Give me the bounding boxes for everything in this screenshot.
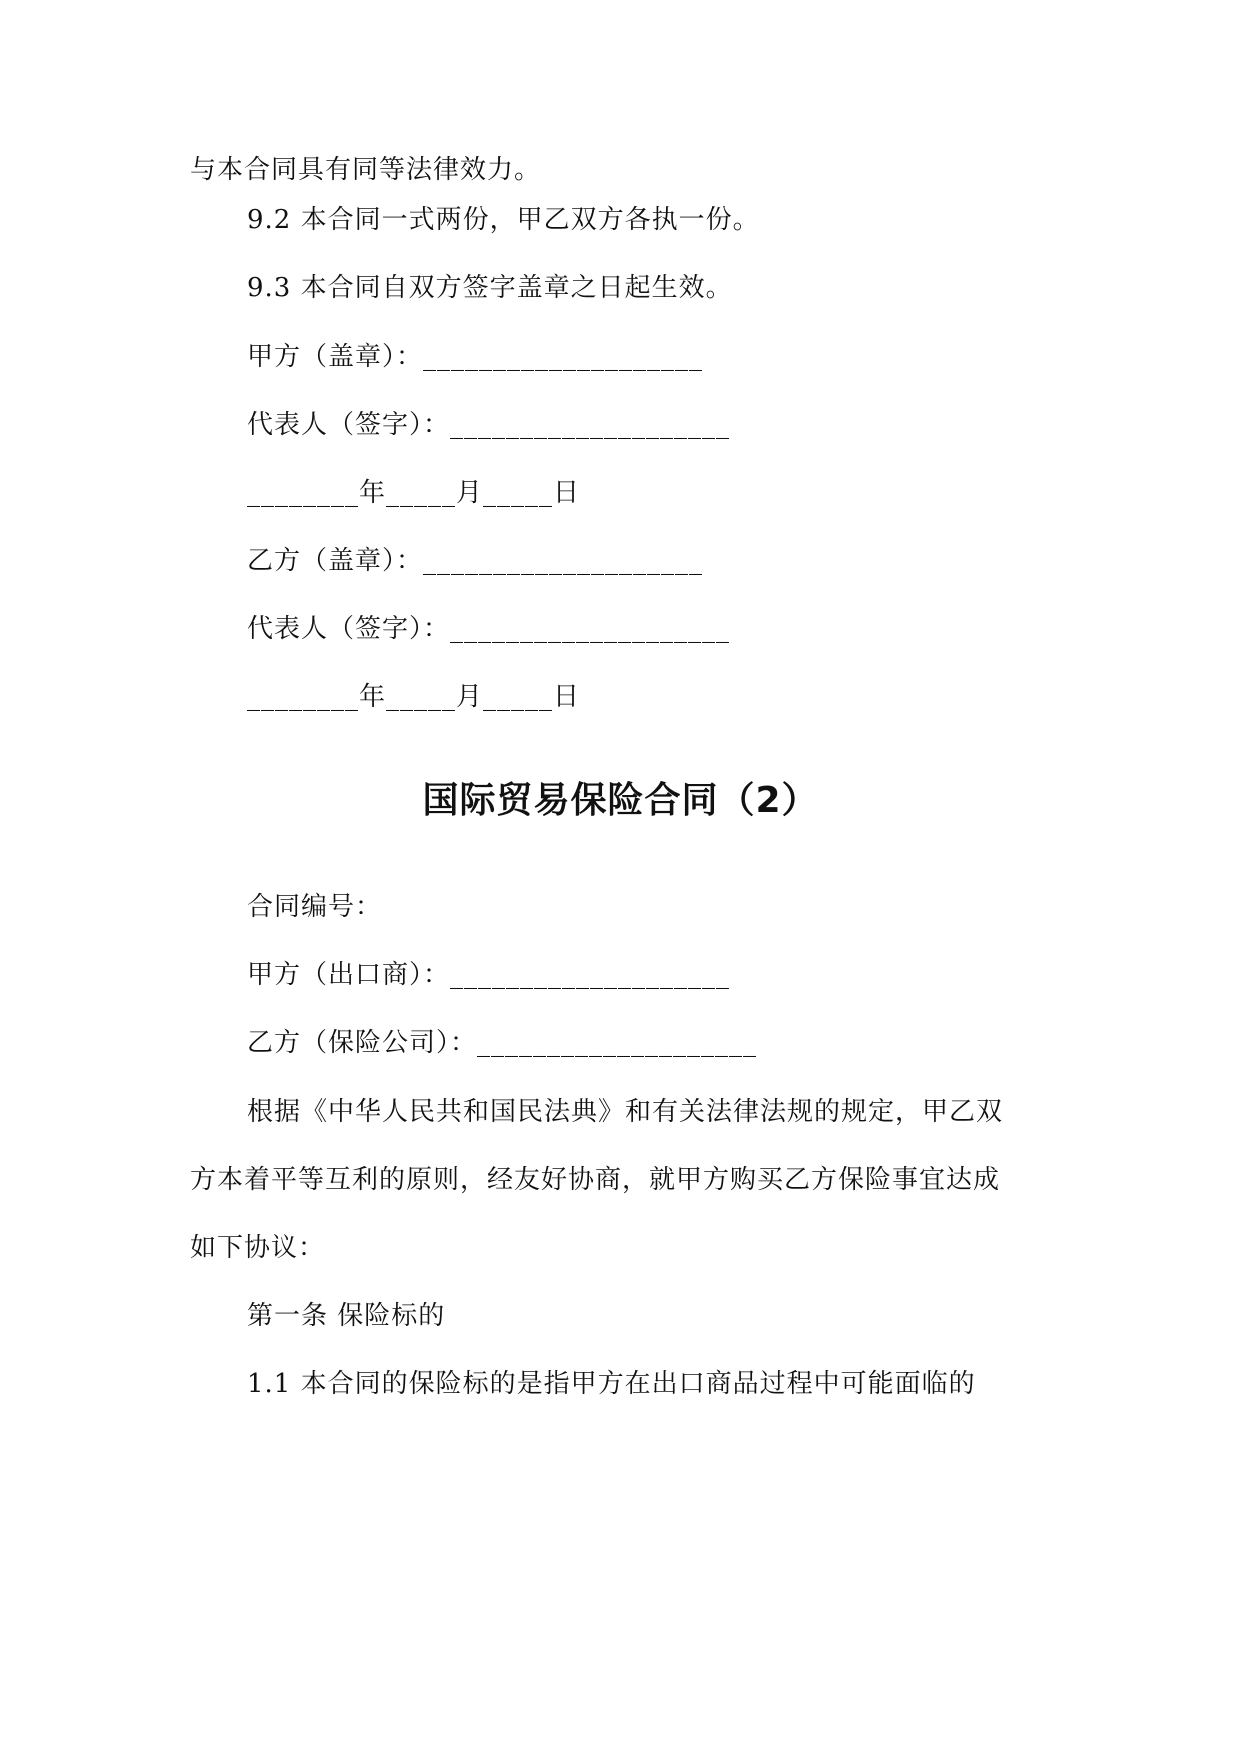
preamble-line-2: 方本着平等互利的原则，经友好协商，就甲方购买乙方保险事宜达成: [190, 1165, 1001, 1195]
text-line-effect-clause-tail: 与本合同具有同等法律效力。: [190, 155, 542, 185]
party-a-seal-line: 甲方（盖章）：____________________: [247, 342, 704, 372]
party-b-date-line: ________年_____月_____日: [247, 682, 581, 712]
clause-9-2: 9.2 本合同一式两份，甲乙双方各执一份。: [247, 205, 760, 235]
party-b-insurer-line: 乙方（保险公司）：____________________: [247, 1028, 758, 1058]
party-a-date-line: ________年_____月_____日: [247, 478, 581, 508]
party-b-seal-line: 乙方（盖章）：____________________: [247, 546, 704, 576]
preamble-line-1: 根据《中华人民共和国民法典》和有关法律法规的规定，甲乙双: [247, 1097, 1004, 1127]
party-b-representative-line: 代表人（签字）：____________________: [247, 614, 731, 644]
preamble-line-3: 如下协议：: [190, 1233, 326, 1263]
article-1-heading: 第一条 保险标的: [247, 1301, 446, 1331]
party-a-representative-line: 代表人（签字）：____________________: [247, 410, 731, 440]
contract-title: 国际贸易保险合同（2）: [422, 780, 819, 821]
contract-number-line: 合同编号：: [247, 892, 383, 922]
clause-9-3: 9.3 本合同自双方签字盖章之日起生效。: [247, 273, 733, 303]
party-a-exporter-line: 甲方（出口商）：____________________: [247, 960, 731, 990]
clause-1-1: 1.1 本合同的保险标的是指甲方在出口商品过程中可能面临的: [247, 1369, 976, 1399]
